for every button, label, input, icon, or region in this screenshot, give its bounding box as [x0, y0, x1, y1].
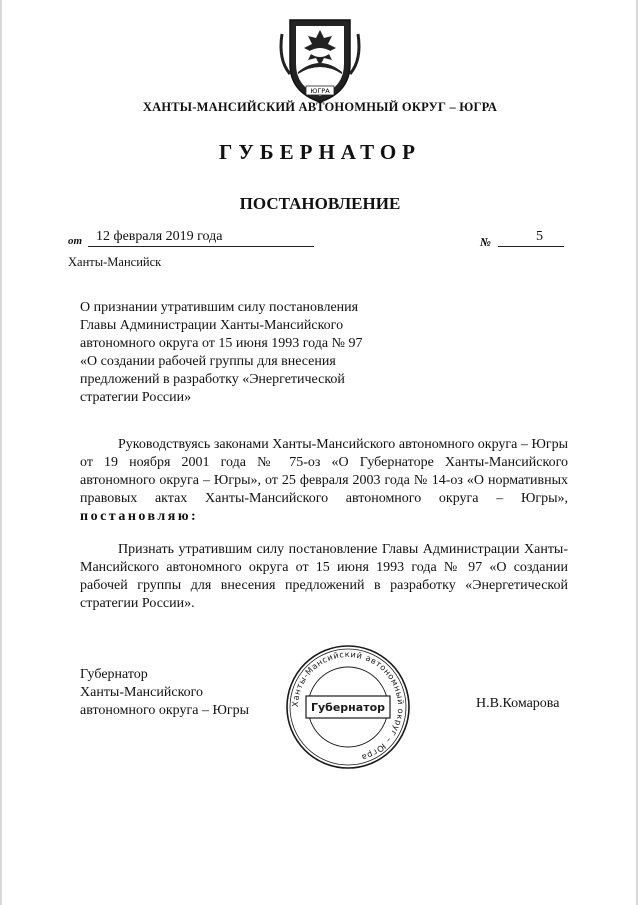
document-subject [80, 299, 410, 407]
signatory-title-line: Ханты-Мансийского [80, 685, 204, 700]
document-type: ПОСТАНОВЛЕНИЕ [239, 194, 401, 213]
number-underline [498, 246, 564, 247]
seal-ring-text: Ханты-Мансийский автономный округ – Югра [289, 648, 407, 764]
document-city: Ханты-Мансийск [68, 255, 162, 269]
document-number: 5 [536, 229, 543, 244]
region-name: ХАНТЫ-МАНСИЙСКИЙ АВТОНОМНЫЙ ОКРУГ – ЮГРА [142, 100, 498, 114]
preamble-text: Руководствуясь законами Ханты-Мансийского автономного округа – Югры от 19 ноября 2001 года № 75-оз «О Губернаторе Ханты-Мансийского автономного округа – Югры», от 25 февраля 2003 года № 14-оз «О нормативных правовых актах Ханты-Мансийского автономного округа – Югры», [80, 437, 568, 506]
official-seal [282, 644, 414, 770]
seal-center-text: Губернатор [310, 701, 386, 714]
scan-edge-right [636, 0, 638, 905]
signatory-name: Н.В.Комарова [476, 696, 560, 711]
subject-line: автономного округа от 15 июня 1993 года № 97 [80, 336, 363, 351]
document-date: 12 февраля 2019 года [96, 229, 223, 244]
signatory-title [80, 666, 249, 720]
subject-line: Главы Администрации Ханты-Мансийского [80, 318, 344, 333]
emblem-label: ЮГРА [310, 87, 330, 95]
date-underline [88, 246, 314, 247]
preamble-paragraph [80, 436, 568, 526]
scan-edge-left [0, 0, 2, 905]
number-prefix: № [480, 235, 491, 249]
coat-of-arms-icon [276, 14, 364, 106]
subject-line: «О создании рабочей группы для внесения [80, 354, 336, 369]
date-number-row [68, 229, 568, 251]
issuer-title: ГУБЕРНАТОР [218, 140, 422, 164]
subject-line: предложений в разработку «Энергетической [80, 372, 345, 387]
date-prefix: от [68, 235, 83, 247]
operative-paragraph: Признать утратившим силу постановление Главы Администрации Ханты-Мансийского автономного округа от 15 июня 1993 года № 97 «О создании рабочей группы для внесения предложений в разработку «Энергетической стратегии России». [80, 542, 568, 611]
signatory-title-line: автономного округа – Югры [80, 703, 249, 718]
subject-line: стратегии России» [80, 390, 192, 405]
signatory-title-line: Губернатор [80, 667, 148, 682]
subject-line: О признании утратившим силу постановления [80, 300, 359, 315]
resolution-keyword: постановляю: [80, 509, 199, 524]
